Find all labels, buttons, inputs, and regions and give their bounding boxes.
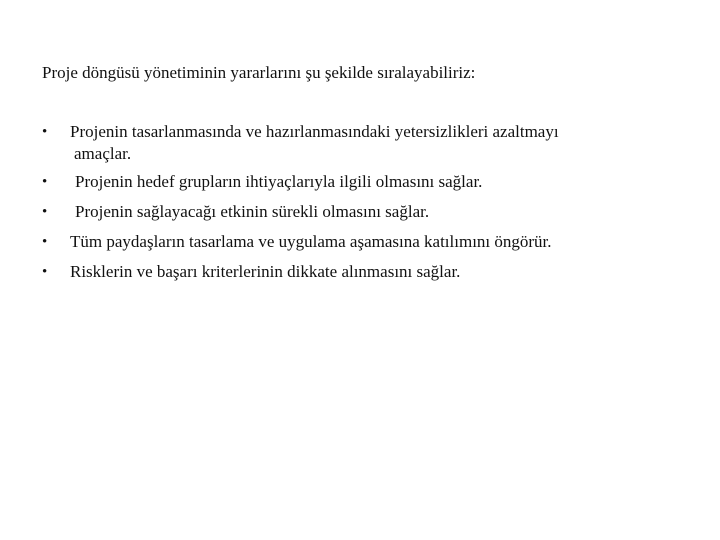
list-item [42, 117, 687, 167]
bullet-icon: • [42, 204, 48, 220]
bullet-icon: • [42, 174, 48, 190]
bullet-icon: • [42, 234, 48, 250]
benefits-list [42, 117, 687, 287]
list-item-line: Projenin tasarlanmasında ve hazırlanmasındaki yetersizlikleri azaltmayı [70, 122, 559, 141]
list-item-text: Risklerin ve başarı kriterlerinin dikkate alınmasını sağlar. [70, 262, 461, 281]
intro-text: Proje döngüsü yönetiminin yararlarını şu şekilde sıralayabiliriz: [42, 63, 476, 82]
list-item-line: amaçlar. [74, 144, 132, 163]
list-item-text: Projenin sağlayacağı etkinin sürekli olmasını sağlar. [75, 202, 430, 221]
list-item [42, 167, 687, 197]
list-item-text [70, 117, 687, 167]
list-item-text: Tüm paydaşların tasarlama ve uygulama aşamasına katılımını öngörür. [70, 232, 552, 251]
list-item [42, 227, 687, 257]
bullet-icon: • [42, 264, 48, 280]
bullet-icon: • [42, 124, 48, 140]
list-item [42, 257, 687, 287]
list-item-text: Projenin hedef grupların ihtiyaçlarıyla ilgili olmasını sağlar. [75, 172, 483, 191]
list-item [42, 197, 687, 227]
